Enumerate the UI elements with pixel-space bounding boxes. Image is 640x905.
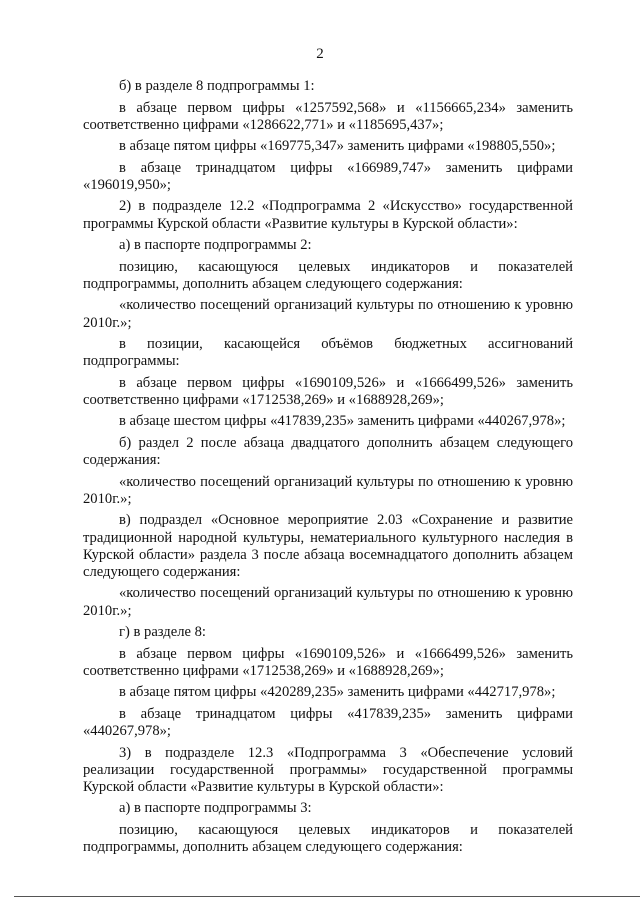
document-body	[83, 78, 573, 861]
paragraph: в абзаце пятом цифры «420289,235» заменить цифрами «442717,978»;	[119, 684, 556, 701]
paragraph: в позиции, касающейся объёмов бюджетных ассигнований подпрограммы:	[83, 336, 573, 370]
page-number: 2	[316, 46, 324, 62]
paragraph: в абзаце тринадцатом цифры «166989,747» заменить цифрами «196019,950»;	[83, 159, 573, 193]
paragraph: в абзаце первом цифры «1257592,568» и «1156665,234» заменить соответственно цифрами «1286622,771» и «1185695,437»;	[83, 99, 573, 133]
paragraph: в абзаце первом цифры «1690109,526» и «1666499,526» заменить соответственно цифрами «1712538,269» и «1688928,269»;	[83, 374, 573, 408]
bottom-rule	[14, 896, 640, 897]
paragraph: в абзаце первом цифры «1690109,526» и «1666499,526» заменить соответственно цифрами «1712538,269» и «1688928,269»;	[83, 645, 573, 679]
paragraph: позицию, касающуюся целевых индикаторов и показателей подпрограммы, дополнить абзацем следующего содержания:	[83, 821, 573, 856]
paragraph: в) подраздел «Основное мероприятие 2.03 «Сохранение и развитие традиционной народной культуры, нематериального культурного наследия в Курской области» раздела 3 после абзаца восемнадцатого дополнить абзацем следующего содержания:	[83, 512, 573, 580]
paragraph: б) в разделе 8 подпрограммы 1:	[119, 78, 315, 94]
paragraph: г) в разделе 8:	[119, 624, 206, 641]
paragraph: позицию, касающуюся целевых индикаторов и показателей подпрограммы, дополнить абзацем следующего содержания:	[83, 258, 573, 292]
paragraph: в абзаце шестом цифры «417839,235» заменить цифрами «440267,978»;	[119, 413, 566, 430]
paragraph: в абзаце пятом цифры «169775,347» заменить цифрами «198805,550»;	[119, 138, 556, 155]
paragraph: 2) в подразделе 12.2 «Подпрограмма 2 «Искусство» государственной программы Курской области «Развитие культуры в Курской области»:	[83, 198, 573, 232]
paragraph: в абзаце тринадцатом цифры «417839,235» заменить цифрами «440267,978»;	[83, 705, 573, 740]
paragraph: б) раздел 2 после абзаца двадцатого дополнить абзацем следующего содержания:	[83, 434, 573, 469]
paragraph: «количество посещений организаций культуры по отношению к уровню 2010г.»;	[83, 297, 573, 331]
paragraph: «количество посещений организаций культуры по отношению к уровню 2010г.»;	[83, 473, 573, 507]
paragraph: «количество посещений организаций культуры по отношению к уровню 2010г.»;	[83, 585, 573, 619]
paragraph: а) в паспорте подпрограммы 3:	[119, 800, 312, 817]
paragraph: а) в паспорте подпрограммы 2:	[119, 237, 312, 254]
paragraph: 3) в подразделе 12.3 «Подпрограмма 3 «Обеспечение условий реализации государственной программы» государственной программы Курской области «Развитие культуры в Курской области»:	[83, 744, 573, 795]
